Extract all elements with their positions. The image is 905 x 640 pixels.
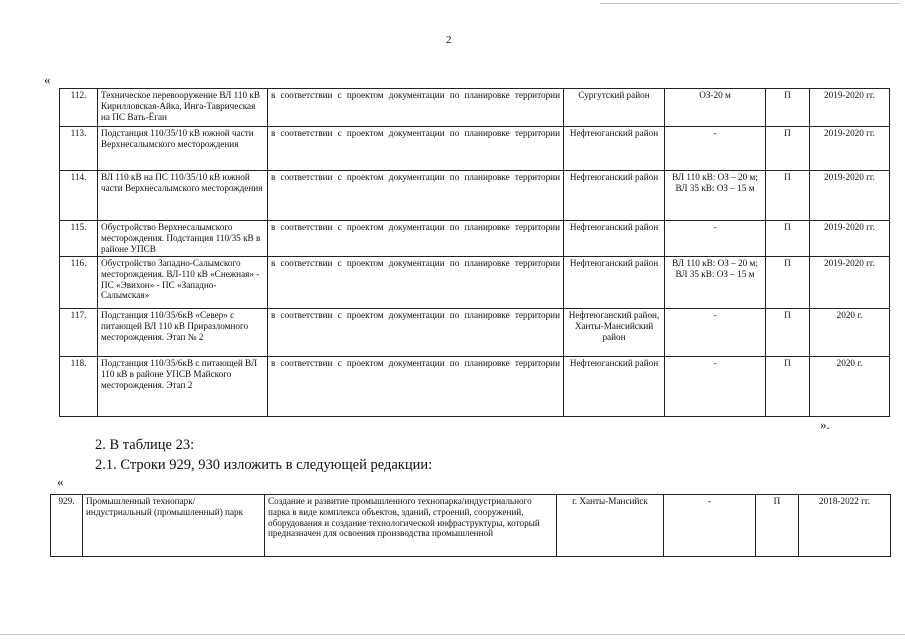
scan-edge-top [600, 3, 900, 4]
table-row [60, 357, 890, 417]
table-row [60, 89, 890, 127]
open-quote-1: « [44, 72, 51, 87]
protection-zone-cell: - [665, 127, 766, 171]
object-status-cell: П [766, 357, 810, 417]
protection-zone-cell: - [664, 495, 756, 557]
table-row [60, 221, 890, 257]
implementation-period-cell: 2019-2020 гг. [810, 257, 890, 309]
row-number-cell: 929. [51, 495, 83, 557]
implementation-period-cell: 2019-2020 гг. [810, 221, 890, 257]
object-name-cell: Подстанция 110/35/10 кВ южной части Верхнесалымского месторождения [98, 127, 268, 171]
open-quote-2: « [57, 474, 64, 489]
row-number-cell: 114. [60, 171, 98, 221]
object-name-cell: Подстанция 110/35/6кВ «Север» с питающей ВЛ 110 кВ Приразломного месторождения. Этап № 2 [98, 309, 268, 357]
row-number-cell: 113. [60, 127, 98, 171]
protection-zone-cell: ВЛ 110 кВ: ОЗ – 20 м; ВЛ 35 кВ: ОЗ – 15 м [665, 171, 766, 221]
page-number: 2 [446, 34, 452, 46]
object-status-cell: П [766, 257, 810, 309]
object-description-cell: в соответствии с проектом документации по планировке территории [268, 127, 564, 171]
row-number-cell: 112. [60, 89, 98, 127]
close-quote: ». [820, 417, 830, 432]
table-row [60, 127, 890, 171]
protection-zone-cell: ОЗ-20 м [665, 89, 766, 127]
implementation-period-cell: 2020 г. [810, 309, 890, 357]
object-name-cell: Обустройство Западно-Салымского месторождения. ВЛ-110 кВ «Снежная» - ПС «Эвихон» - ПС «Западно-Салымская» [98, 257, 268, 309]
protection-zone-cell: - [665, 309, 766, 357]
object-status-cell: П [766, 309, 810, 357]
object-location-cell: Нефтеюганский район [564, 171, 665, 221]
protection-zone-cell: - [665, 221, 766, 257]
object-description-cell: в соответствии с проектом документации по планировке территории [268, 171, 564, 221]
object-name-cell: Подстанция 110/35/6кВ с питающей ВЛ 110 кВ в районе УПСВ Майского месторождения. Этап 2 [98, 357, 268, 417]
object-location-cell: Сургутский район [564, 89, 665, 127]
object-description-cell: в соответствии с проектом документации по планировке территории [268, 257, 564, 309]
implementation-period-cell: 2019-2020 гг. [810, 89, 890, 127]
object-status-cell: П [766, 221, 810, 257]
object-description-cell: в соответствии с проектом документации по планировке территории [268, 357, 564, 417]
object-name-cell: ВЛ 110 кВ на ПС 110/35/10 кВ южной части Верхнесалымского месторождения [98, 171, 268, 221]
object-name-cell: Обустройство Верхнесалымского месторождения. Подстанция 110/35 кВ в районе УПСВ [98, 221, 268, 257]
table-row [60, 171, 890, 221]
object-description-cell: в соответствии с проектом документации по планировке территории [268, 89, 564, 127]
section-heading: 2. В таблице 23: [95, 437, 195, 453]
object-name-cell: Промышленный технопарк/индустриальный (промышленный) парк [83, 495, 265, 557]
scan-edge-bottom [0, 634, 905, 635]
object-description-cell: в соответствии с проектом документации по планировке территории [268, 221, 564, 257]
replacement-table [50, 494, 891, 557]
object-status-cell: П [756, 495, 799, 557]
object-description-cell: в соответствии с проектом документации по планировке территории [268, 309, 564, 357]
table-row [60, 309, 890, 357]
implementation-period-cell: 2020 г. [810, 357, 890, 417]
object-location-cell: Нефтеюганский район [564, 257, 665, 309]
row-number-cell: 115. [60, 221, 98, 257]
table-row [60, 257, 890, 309]
object-description-cell: Создание и развитие промышленного технопарка/индустриального парка в виде комплекса объектов, зданий, строений, сооружений, оборудования и создание технологической инфраструктуры, который предназначен для освоения производства промышленной [265, 495, 557, 557]
object-status-cell: П [766, 171, 810, 221]
object-location-cell: Нефтеюганский район, Ханты-Мансийский район [564, 309, 665, 357]
protection-zone-cell: ВЛ 110 кВ: ОЗ – 20 м; ВЛ 35 кВ: ОЗ – 15 м [665, 257, 766, 309]
object-location-cell: Нефтеюганский район [564, 221, 665, 257]
implementation-period-cell: 2018-2022 гг. [799, 495, 891, 557]
section-subheading: 2.1. Строки 929, 930 изложить в следующей редакции: [95, 457, 433, 473]
row-number-cell: 116. [60, 257, 98, 309]
object-location-cell: Нефтеюганский район [564, 357, 665, 417]
implementation-period-cell: 2019-2020 гг. [810, 171, 890, 221]
object-location-cell: Нефтеюганский район [564, 127, 665, 171]
object-status-cell: П [766, 127, 810, 171]
object-status-cell: П [766, 89, 810, 127]
objects-table [59, 88, 890, 417]
implementation-period-cell: 2019-2020 гг. [810, 127, 890, 171]
table-row [51, 495, 891, 557]
row-number-cell: 117. [60, 309, 98, 357]
object-name-cell: Техническое перевооружение ВЛ 110 кВ Кирилловская-Айка, Инга-Таврическая на ПС Вать-Ёган [98, 89, 268, 127]
object-location-cell: г. Ханты-Мансийск [557, 495, 664, 557]
protection-zone-cell: - [665, 357, 766, 417]
row-number-cell: 118. [60, 357, 98, 417]
